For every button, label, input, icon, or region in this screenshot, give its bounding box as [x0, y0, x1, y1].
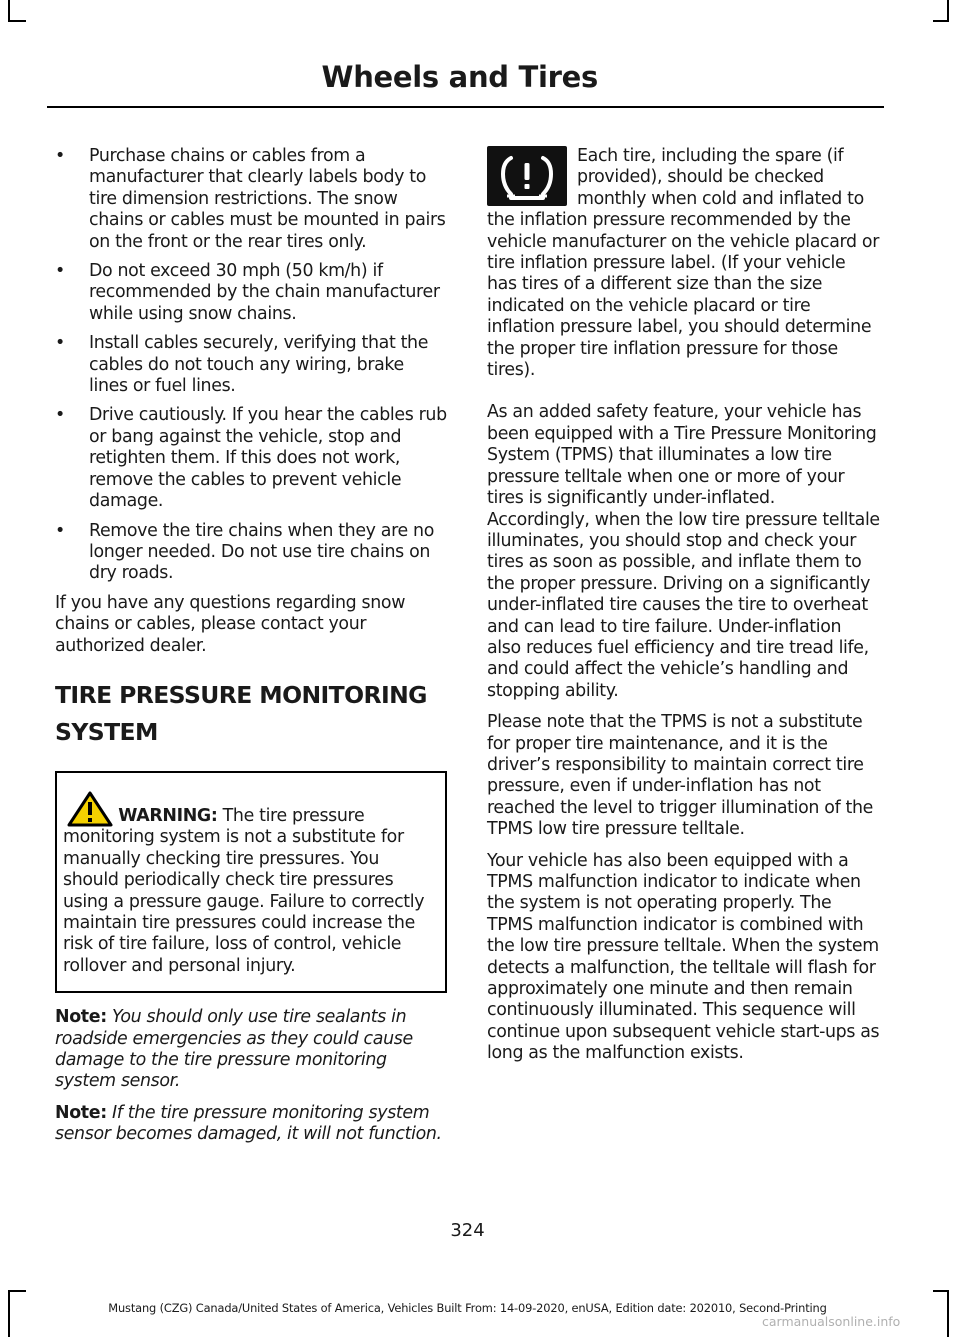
- right-column: [487, 146, 880, 1075]
- body-paragraph: Please note that the TPMS is not a substitute for proper tire maintenance, and it is the driver’s responsibility to maintain correct tire pressure, even if under-inflation has not reached the level to trigger illumination of the TPMS low tire pressure telltale.: [487, 712, 874, 840]
- note-sealants: [55, 1007, 447, 1093]
- watermark: carmanualsonline.info: [762, 1314, 901, 1329]
- crop-mark: [947, 0, 949, 22]
- section-heading: [55, 677, 447, 751]
- list-item: • Drive cautiously. If you hear the cables rub or bang against the vehicle, stop and retighten them. If this does not work, remove the cables to prevent vehicle damage.: [55, 405, 447, 512]
- crop-mark: [8, 1290, 26, 1292]
- header-rule: [47, 106, 884, 108]
- body-paragraph: As an added safety feature, your vehicle has been equipped with a Tire Pressure Monitoring System (TPMS) that illuminates a low tire pressure telltale when one or more of your tires is significantly under-inflated. Accordingly, when the low tire pressure telltale illuminates, you should stop and check your tires as soon as possible, and inflate them to the proper pressure. Driving on a significantly under-inflated tire causes the tire to overheat and can lead to tire failure. Under-inflation also reduces fuel efficiency and tire tread life, and could affect the vehicle’s handling and stopping ability.: [487, 402, 880, 701]
- section-heading-line: SYSTEM: [55, 717, 158, 746]
- warning-triangle-icon: [67, 791, 113, 827]
- page-number: 324: [450, 1220, 485, 1241]
- warning-text: The tire pressure monitoring system is not a substitute for manually checking tire pressures. You should periodically check tire pressures using a pressure gauge. Failure to correctly maintain tire pressures could increase the risk of tire failure, loss of control, vehicle rollover and personal injury.: [63, 805, 425, 976]
- crop-mark: [8, 20, 26, 22]
- left-column: [55, 146, 447, 1156]
- crop-mark: [947, 1290, 949, 1337]
- snow-chain-bullet-list: [55, 146, 447, 585]
- crop-mark: [933, 1290, 949, 1292]
- list-item: • Install cables securely, verifying that the cables do not touch any wiring, brake lines or fuel lines.: [55, 333, 447, 397]
- edition-footer: Mustang (CZG) Canada/United States of America, Vehicles Built From: 14-09-2020, enUSA, Edition date: 202010, Second-Printing: [108, 1301, 827, 1315]
- note-sensor-damage: [55, 1103, 447, 1146]
- note-label: Note:: [55, 1007, 107, 1028]
- note-text: If the tire pressure monitoring system sensor becomes damaged, it will not function.: [55, 1102, 442, 1145]
- dealer-paragraph: If you have any questions regarding snow chains or cables, please contact your authorized dealer.: [55, 592, 406, 656]
- warning-label: WARNING:: [118, 805, 218, 826]
- section-heading-line: TIRE PRESSURE MONITORING: [55, 680, 427, 709]
- list-item: • Remove the tire chains when they are no longer needed. Do not use tire chains on dry roads.: [55, 521, 447, 585]
- note-text: You should only use tire sealants in roadside emergencies as they could cause damage to the tire pressure monitoring system sensor.: [55, 1007, 413, 1092]
- warning-box: [55, 771, 447, 993]
- note-label: Note:: [55, 1102, 107, 1123]
- body-paragraph: Your vehicle has also been equipped with a TPMS malfunction indicator to indicate when the system is not operating properly. The TPMS malfunction indicator is combined with the low tire pressure telltale. When the system detects a malfunction, the telltale will flash for approximately one minute and then remain continuously illuminated. This sequence will continue upon subsequent vehicle start-ups as long as the malfunction exists.: [487, 850, 880, 1064]
- list-item: • Purchase chains or cables from a manufacturer that clearly labels body to tire dimension restrictions. The snow chains or cables must be mounted in pairs on the front or the rear tires only.: [55, 146, 447, 253]
- page-title: Wheels and Tires: [321, 60, 598, 94]
- body-paragraph: Each tire, including the spare (if provided), should be checked monthly when cold and inflated to the inflation pressure recommended by the vehicle manufacturer on the vehicle placard or tire inflation pressure label. (If your vehicle has tires of a different size than the size indicated on the vehicle placard or tire inflation pressure label, you should determine the proper tire inflation pressure for those tires).: [487, 146, 880, 381]
- list-item: • Do not exceed 30 mph (50 km/h) if recommended by the chain manufacturer while using snow chains.: [55, 261, 447, 325]
- crop-mark: [933, 20, 949, 22]
- tire-pressure-warning-icon: [487, 146, 567, 206]
- crop-mark: [8, 0, 10, 22]
